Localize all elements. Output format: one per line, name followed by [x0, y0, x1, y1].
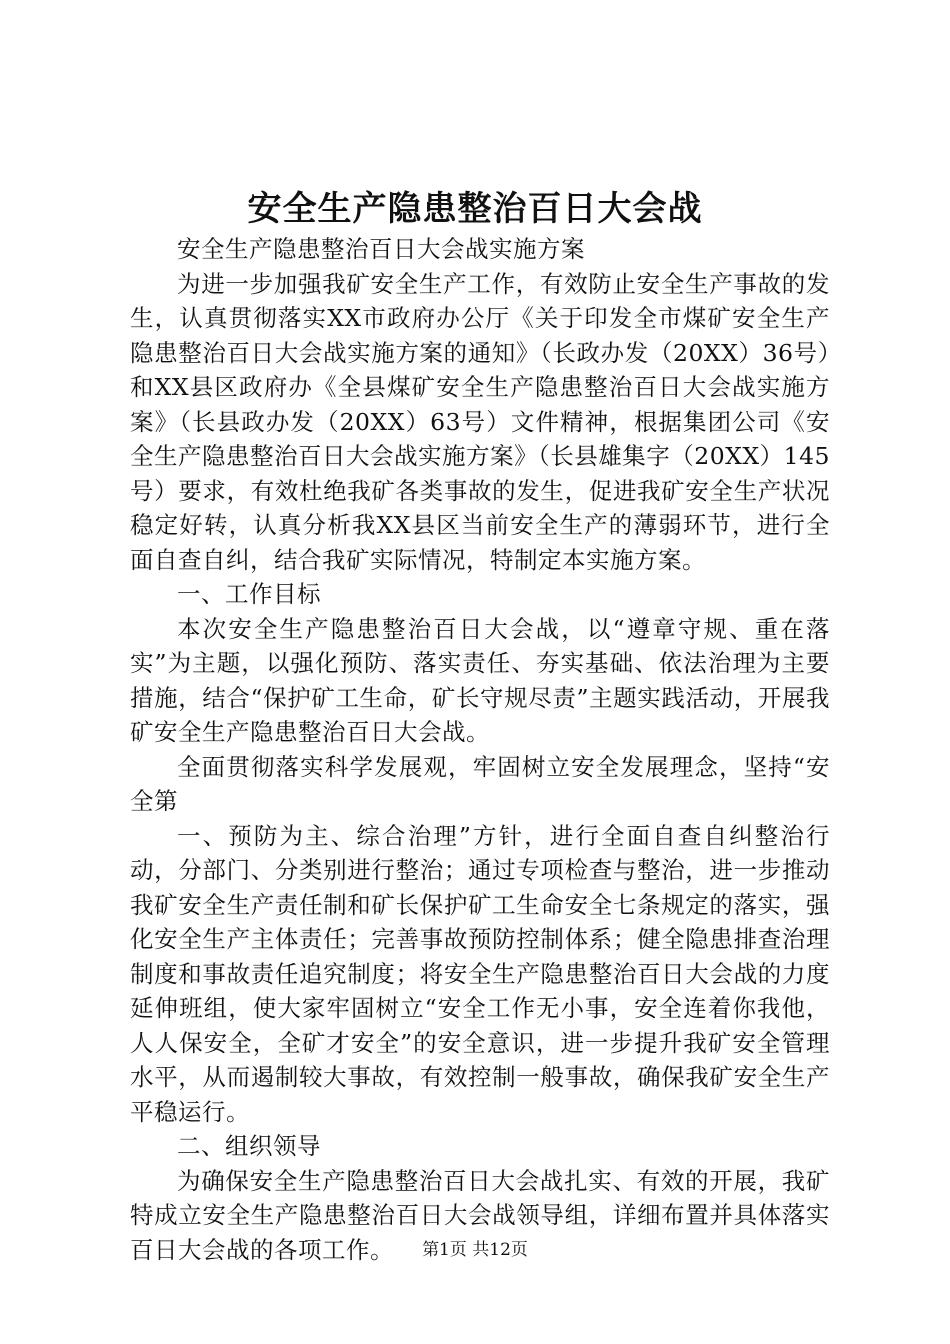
- section-heading-organization: 二、组织领导: [177, 1132, 321, 1160]
- work-goal-paragraph: 本次安全生产隐患整治百日大会战，以“遵章守规、重在落实”为主题，以强化预防、落实责任、夯实基础、依法治理为主要措施，结合“保护矿工生命，矿长守规尽责”主题实践活动，开展我矿安全生产隐患整治百日大会战。: [130, 614, 830, 746]
- intro-paragraph: 为进一步加强我矿安全生产工作，有效防止安全生产事故的发生，认真贯彻落实XX市政府办公厅《关于印发全市煤矿安全生产隐患整治百日大会战实施方案的通知》（长政办发（20XX）36号）和XX县区政府办《全县煤矿安全生产隐患整治百日大会战实施方案》（长县政办发（20XX）63号）文件精神，根据集团公司《安全生产隐患整治百日大会战实施方案》（长县雄集字（20XX）145号）要求，有效杜绝我矿各类事故的发生，促进我矿安全生产状况稳定好转，认真分析我XX县区当前安全生产的薄弱环节，进行全面自查自纠，结合我矿实际情况，特制定本实施方案。: [130, 269, 830, 574]
- document-body: [130, 232, 830, 1267]
- plan-subtitle: 安全生产隐患整治百日大会战实施方案: [177, 235, 585, 263]
- page-number-footer: 第1页 共12页: [422, 1240, 528, 1260]
- document-title: 安全生产隐患整治百日大会战: [247, 189, 703, 229]
- principle-paragraph: 全面贯彻落实科学发展观，牢固树立安全发展理念，坚持“安全第: [130, 752, 830, 815]
- organization-paragraph: 为确保安全生产隐患整治百日大会战扎实、有效的开展，我矿特成立安全生产隐患整治百日大会战领导组，详细布置并具体落实百日大会战的各项工作。: [130, 1166, 830, 1264]
- policy-paragraph: 一、预防为主、综合治理”方针，进行全面自查自纠整治行动，分部门、分类别进行整治；通过专项检查与整治，进一步推动我矿安全生产责任制和矿长保护矿工生命安全七条规定的落实，强化安全生产主体责任；完善事故预防控制体系；健全隐患排查治理制度和事故责任追究制度；将安全生产隐患整治百日大会战的力度延伸班组，使大家牢固树立“安全工作无小事，安全连着你我他，人人保安全，全矿才安全”的安全意识，进一步提升我矿安全管理水平，从而遏制较大事故，有效控制一般事故，确保我矿安全生产平稳运行。: [130, 821, 830, 1126]
- section-heading-work-goal: 一、工作目标: [177, 580, 321, 608]
